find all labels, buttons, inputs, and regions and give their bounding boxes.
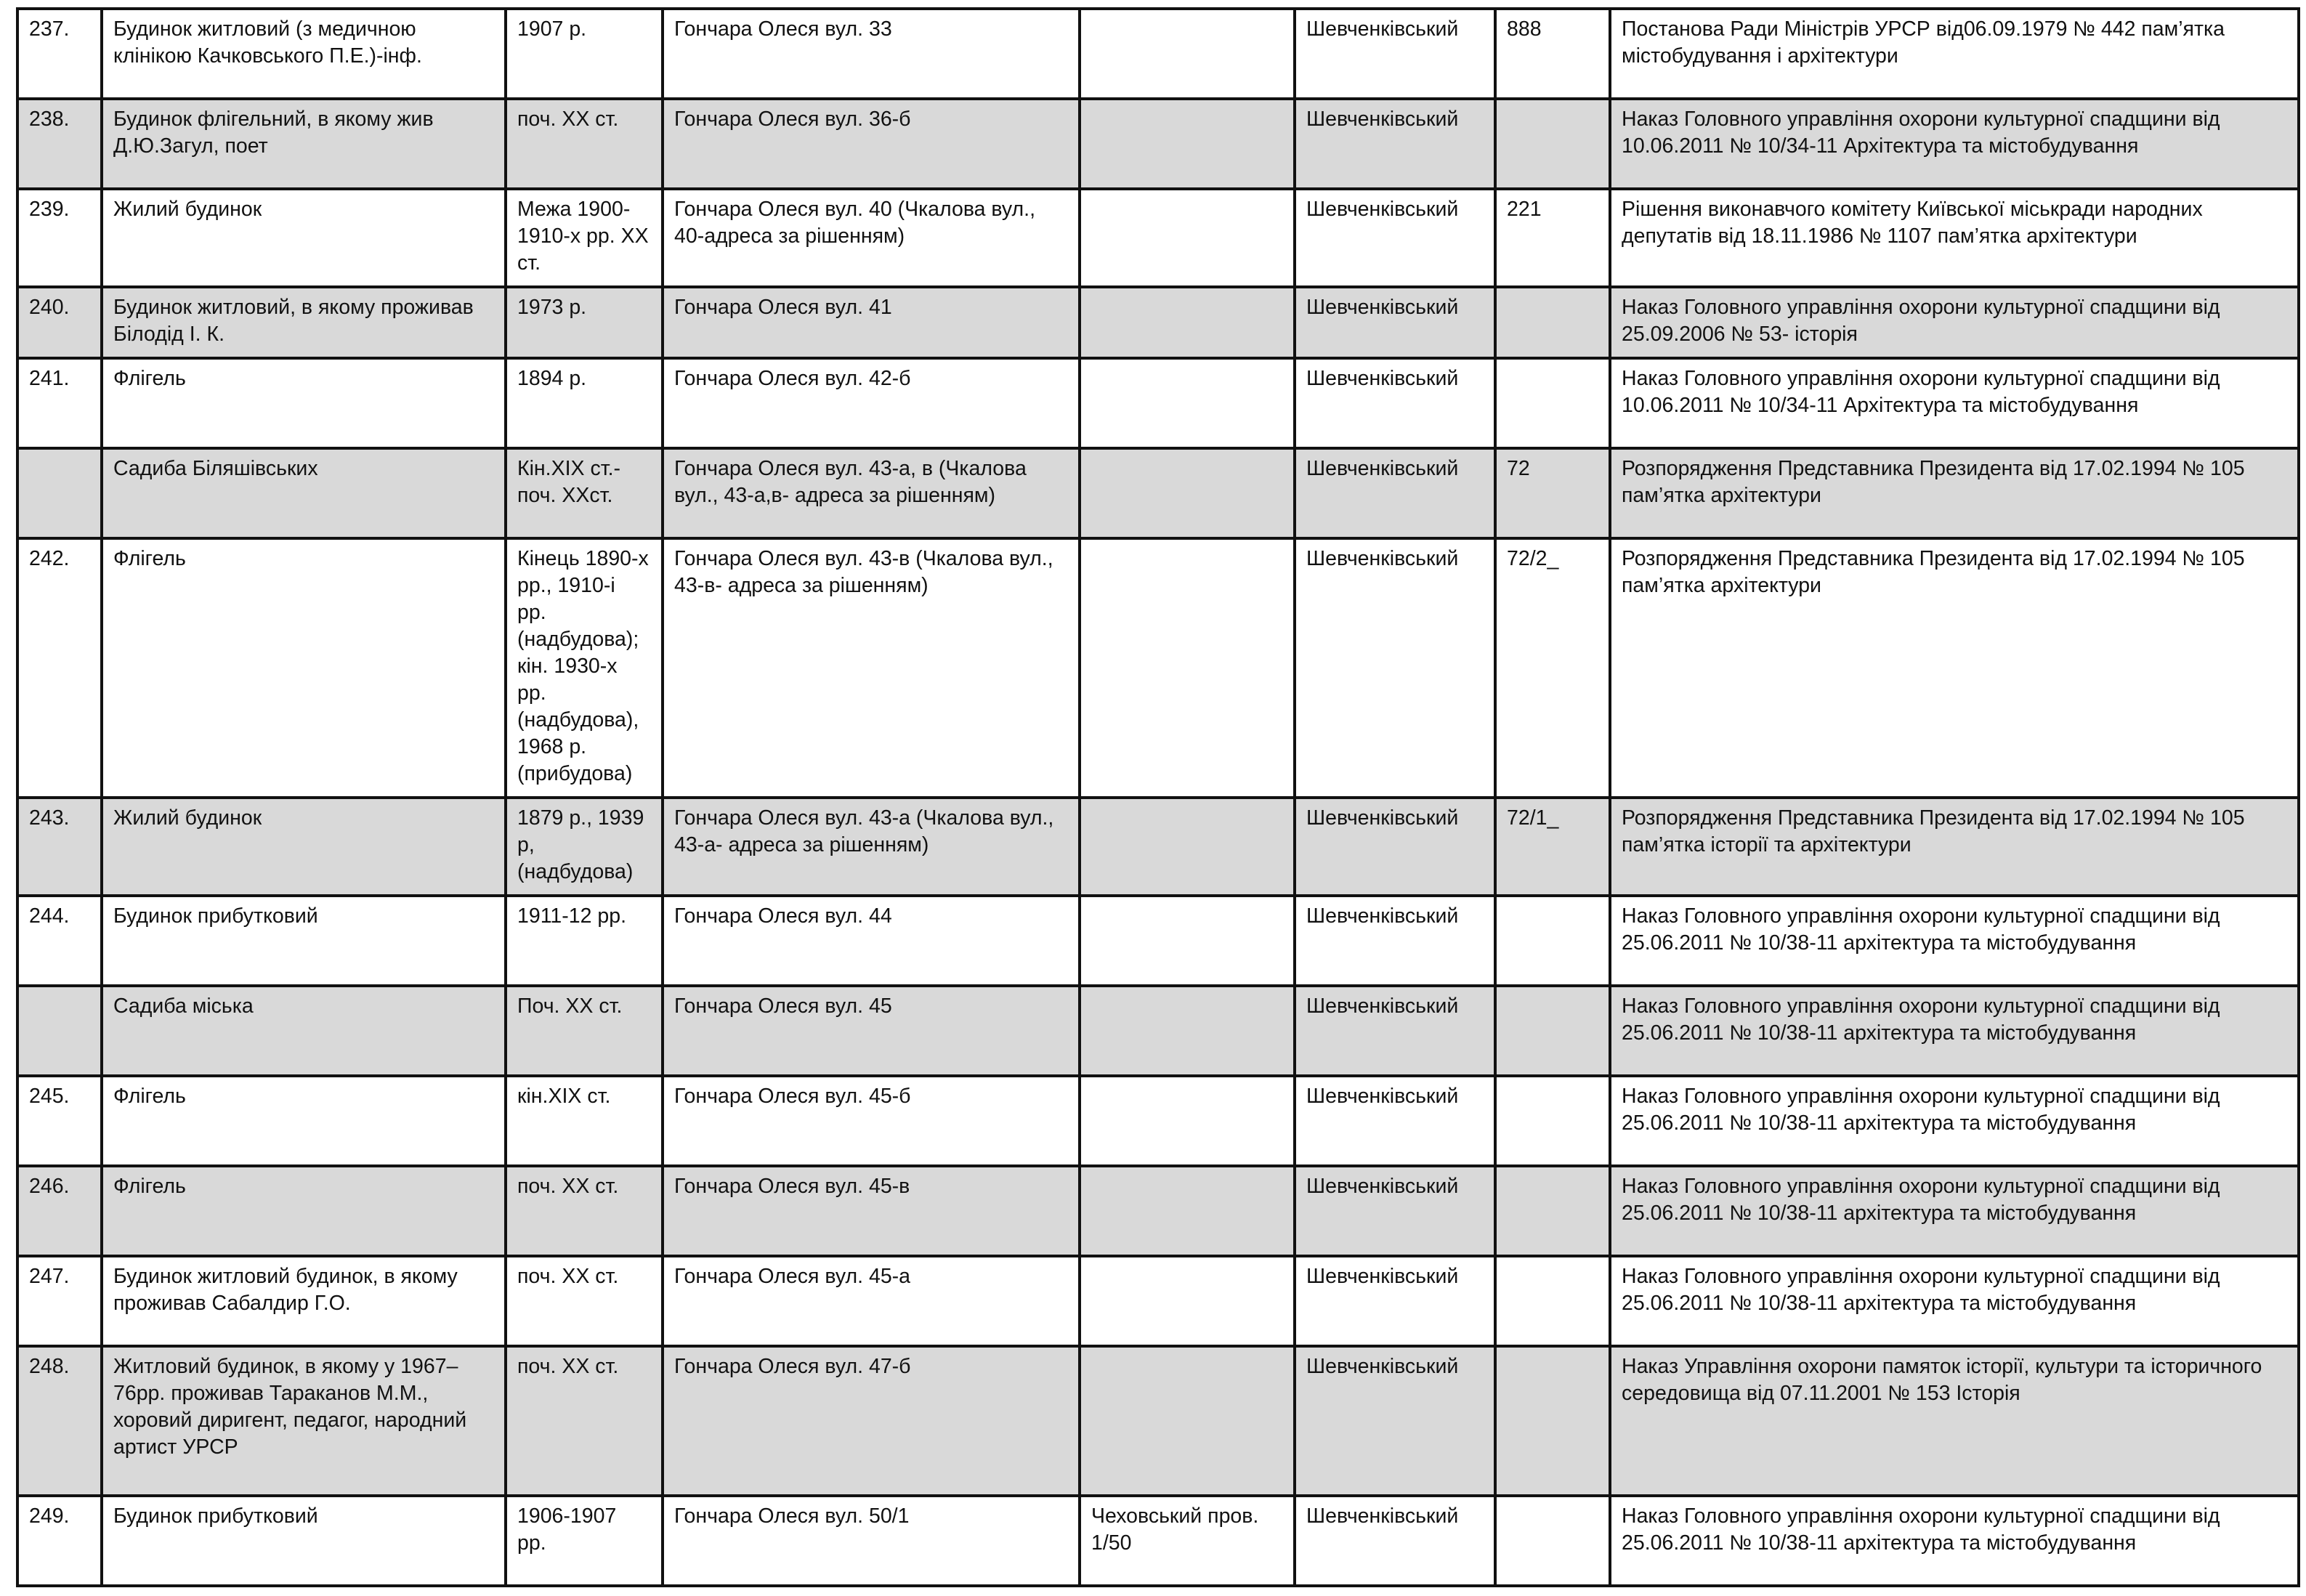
row-number: 245. bbox=[17, 1076, 102, 1166]
registry-number bbox=[1495, 1346, 1610, 1496]
district: Шевченківський bbox=[1295, 1496, 1495, 1586]
object-name: Флігель bbox=[102, 538, 506, 798]
protection-document: Постанова Ради Міністрів УРСР від06.09.1979 № 442 пам’ятка містобудування і архітектури bbox=[1610, 9, 2299, 99]
row-number: 246. bbox=[17, 1166, 102, 1256]
district: Шевченківський bbox=[1295, 99, 1495, 189]
registry-number bbox=[1495, 1256, 1610, 1346]
table-row bbox=[17, 448, 2299, 538]
district: Шевченківський bbox=[1295, 896, 1495, 986]
address: Гончара Олеся вул. 42-б bbox=[663, 358, 1080, 448]
address: Гончара Олеся вул. 45-в bbox=[663, 1166, 1080, 1256]
registry-number: 72 bbox=[1495, 448, 1610, 538]
object-name: Будинок житловий (з медичною клінікою Качковського П.Е.)-інф. bbox=[102, 9, 506, 99]
address: Гончара Олеся вул. 45-б bbox=[663, 1076, 1080, 1166]
address: Гончара Олеся вул. 36-б bbox=[663, 99, 1080, 189]
alt-address bbox=[1080, 538, 1295, 798]
protection-document: Наказ Головного управління охорони культурної спадщини від 25.09.2006 № 53- історія bbox=[1610, 287, 2299, 358]
object-name: Садиба Біляшівських bbox=[102, 448, 506, 538]
object-name: Будинок житловий будинок, в якому проживав Сабалдир Г.О. bbox=[102, 1256, 506, 1346]
object-name: Флігель bbox=[102, 1076, 506, 1166]
address: Гончара Олеся вул. 41 bbox=[663, 287, 1080, 358]
address: Гончара Олеся вул. 45 bbox=[663, 986, 1080, 1076]
protection-document: Наказ Головного управління охорони культурної спадщини від 25.06.2011 № 10/38-11 архітектура та містобудування bbox=[1610, 986, 2299, 1076]
object-name: Флігель bbox=[102, 1166, 506, 1256]
district: Шевченківський bbox=[1295, 798, 1495, 896]
address: Гончара Олеся вул. 33 bbox=[663, 9, 1080, 99]
dating: 1906-1907 рр. bbox=[506, 1496, 663, 1586]
table-row bbox=[17, 896, 2299, 986]
object-name: Садиба міська bbox=[102, 986, 506, 1076]
registry-number bbox=[1495, 1496, 1610, 1586]
registry-number: 221 bbox=[1495, 189, 1610, 287]
protection-document: Рішення виконавчого комітету Київської міськради народних депутатів від 18.11.1986 № 1107 пам’ятка архітектури bbox=[1610, 189, 2299, 287]
registry-number bbox=[1495, 896, 1610, 986]
registry-number bbox=[1495, 1166, 1610, 1256]
alt-address bbox=[1080, 798, 1295, 896]
table-row bbox=[17, 189, 2299, 287]
object-name: Житловий будинок, в якому у 1967–76рр. проживав Тараканов М.М., хоровий диригент, педагог, народний артист УРСР bbox=[102, 1346, 506, 1496]
district: Шевченківський bbox=[1295, 538, 1495, 798]
table-row bbox=[17, 798, 2299, 896]
table-row bbox=[17, 1256, 2299, 1346]
registry-number: 72/1_ bbox=[1495, 798, 1610, 896]
row-number: 248. bbox=[17, 1346, 102, 1496]
district: Шевченківський bbox=[1295, 287, 1495, 358]
row-number: 238. bbox=[17, 99, 102, 189]
address: Гончара Олеся вул. 50/1 bbox=[663, 1496, 1080, 1586]
table-row bbox=[17, 9, 2299, 99]
dating: кін.ХІХ ст. bbox=[506, 1076, 663, 1166]
table-row bbox=[17, 986, 2299, 1076]
alt-address bbox=[1080, 1346, 1295, 1496]
dating: 1894 р. bbox=[506, 358, 663, 448]
district: Шевченківський bbox=[1295, 1166, 1495, 1256]
registry-number bbox=[1495, 358, 1610, 448]
dating: 1973 р. bbox=[506, 287, 663, 358]
alt-address bbox=[1080, 986, 1295, 1076]
registry-number: 72/2_ bbox=[1495, 538, 1610, 798]
alt-address: Чеховський пров. 1/50 bbox=[1080, 1496, 1295, 1586]
dating: Кінець 1890-х рр., 1910-і рр. (надбудова); кін. 1930-х рр. (надбудова), 1968 р. (прибудова) bbox=[506, 538, 663, 798]
alt-address bbox=[1080, 287, 1295, 358]
district: Шевченківський bbox=[1295, 189, 1495, 287]
alt-address bbox=[1080, 896, 1295, 986]
registry-number bbox=[1495, 986, 1610, 1076]
protection-document: Наказ Головного управління охорони культурної спадщини від 25.06.2011 № 10/38-11 архітектура та містобудування bbox=[1610, 1496, 2299, 1586]
row-number bbox=[17, 986, 102, 1076]
row-number: 240. bbox=[17, 287, 102, 358]
protection-document: Наказ Управління охорони памяток історії, культури та історичного середовища від 07.11.2001 № 153 Історія bbox=[1610, 1346, 2299, 1496]
table-row bbox=[17, 287, 2299, 358]
alt-address bbox=[1080, 1166, 1295, 1256]
district: Шевченківський bbox=[1295, 1256, 1495, 1346]
district: Шевченківський bbox=[1295, 9, 1495, 99]
table-row bbox=[17, 538, 2299, 798]
object-name: Будинок прибутковий bbox=[102, 896, 506, 986]
alt-address bbox=[1080, 358, 1295, 448]
dating: Кін.ХІХ ст.-поч. ХХст. bbox=[506, 448, 663, 538]
row-number: 242. bbox=[17, 538, 102, 798]
district: Шевченківський bbox=[1295, 358, 1495, 448]
registry-number: 888 bbox=[1495, 9, 1610, 99]
address: Гончара Олеся вул. 43-а, в (Чкалова вул., 43-а,в- адреса за рішенням) bbox=[663, 448, 1080, 538]
alt-address bbox=[1080, 448, 1295, 538]
heritage-register-table bbox=[16, 7, 2300, 1587]
row-number: 243. bbox=[17, 798, 102, 896]
dating: 1907 р. bbox=[506, 9, 663, 99]
table-row bbox=[17, 1166, 2299, 1256]
district: Шевченківський bbox=[1295, 1346, 1495, 1496]
table-row bbox=[17, 1076, 2299, 1166]
alt-address bbox=[1080, 9, 1295, 99]
row-number: 244. bbox=[17, 896, 102, 986]
address: Гончара Олеся вул. 43-в (Чкалова вул., 43-в- адреса за рішенням) bbox=[663, 538, 1080, 798]
dating: поч. ХХ ст. bbox=[506, 1166, 663, 1256]
object-name: Будинок флігельний, в якому жив Д.Ю.Загул, поет bbox=[102, 99, 506, 189]
alt-address bbox=[1080, 189, 1295, 287]
dating: Межа 1900-1910-х рр. ХХ ст. bbox=[506, 189, 663, 287]
object-name: Жилий будинок bbox=[102, 189, 506, 287]
row-number: 239. bbox=[17, 189, 102, 287]
object-name: Флігель bbox=[102, 358, 506, 448]
registry-number bbox=[1495, 287, 1610, 358]
table-row bbox=[17, 358, 2299, 448]
protection-document: Наказ Головного управління охорони культурної спадщини від 25.06.2011 № 10/38-11 архітектура та містобудування bbox=[1610, 896, 2299, 986]
row-number: 247. bbox=[17, 1256, 102, 1346]
protection-document: Наказ Головного управління охорони культурної спадщини від 10.06.2011 № 10/34-11 Архітектура та містобудування bbox=[1610, 99, 2299, 189]
dating: Поч. ХХ ст. bbox=[506, 986, 663, 1076]
table-row bbox=[17, 1496, 2299, 1586]
registry-number bbox=[1495, 1076, 1610, 1166]
district: Шевченківський bbox=[1295, 986, 1495, 1076]
registry-number bbox=[1495, 99, 1610, 189]
object-name: Будинок житловий, в якому проживав Білодід І. К. bbox=[102, 287, 506, 358]
row-number bbox=[17, 448, 102, 538]
address: Гончара Олеся вул. 43-а (Чкалова вул., 43-а- адреса за рішенням) bbox=[663, 798, 1080, 896]
district: Шевченківський bbox=[1295, 1076, 1495, 1166]
address: Гончара Олеся вул. 47-б bbox=[663, 1346, 1080, 1496]
row-number: 249. bbox=[17, 1496, 102, 1586]
table-row bbox=[17, 99, 2299, 189]
dating: 1911-12 рр. bbox=[506, 896, 663, 986]
alt-address bbox=[1080, 1076, 1295, 1166]
dating: 1879 р., 1939 р, (надбудова) bbox=[506, 798, 663, 896]
object-name: Будинок прибутковий bbox=[102, 1496, 506, 1586]
address: Гончара Олеся вул. 45-а bbox=[663, 1256, 1080, 1346]
table-row bbox=[17, 1346, 2299, 1496]
protection-document: Наказ Головного управління охорони культурної спадщини від 25.06.2011 № 10/38-11 архітектура та містобудування bbox=[1610, 1256, 2299, 1346]
address: Гончара Олеся вул. 40 (Чкалова вул., 40-адреса за рішенням) bbox=[663, 189, 1080, 287]
dating: поч. ХХ ст. bbox=[506, 1256, 663, 1346]
object-name: Жилий будинок bbox=[102, 798, 506, 896]
protection-document: Розпорядження Представника Президента від 17.02.1994 № 105 пам’ятка архітектури bbox=[1610, 538, 2299, 798]
dating: поч. ХХ ст. bbox=[506, 1346, 663, 1496]
dating: поч. ХХ ст. bbox=[506, 99, 663, 189]
address: Гончара Олеся вул. 44 bbox=[663, 896, 1080, 986]
protection-document: Наказ Головного управління охорони культурної спадщини від 25.06.2011 № 10/38-11 архітектура та містобудування bbox=[1610, 1166, 2299, 1256]
protection-document: Наказ Головного управління охорони культурної спадщини від 25.06.2011 № 10/38-11 архітектура та містобудування bbox=[1610, 1076, 2299, 1166]
alt-address bbox=[1080, 1256, 1295, 1346]
row-number: 241. bbox=[17, 358, 102, 448]
row-number: 237. bbox=[17, 9, 102, 99]
alt-address bbox=[1080, 99, 1295, 189]
protection-document: Розпорядження Представника Президента від 17.02.1994 № 105 пам’ятка архітектури bbox=[1610, 448, 2299, 538]
protection-document: Розпорядження Представника Президента від 17.02.1994 № 105 пам’ятка історії та архітектури bbox=[1610, 798, 2299, 896]
district: Шевченківський bbox=[1295, 448, 1495, 538]
protection-document: Наказ Головного управління охорони культурної спадщини від 10.06.2011 № 10/34-11 Архітектура та містобудування bbox=[1610, 358, 2299, 448]
